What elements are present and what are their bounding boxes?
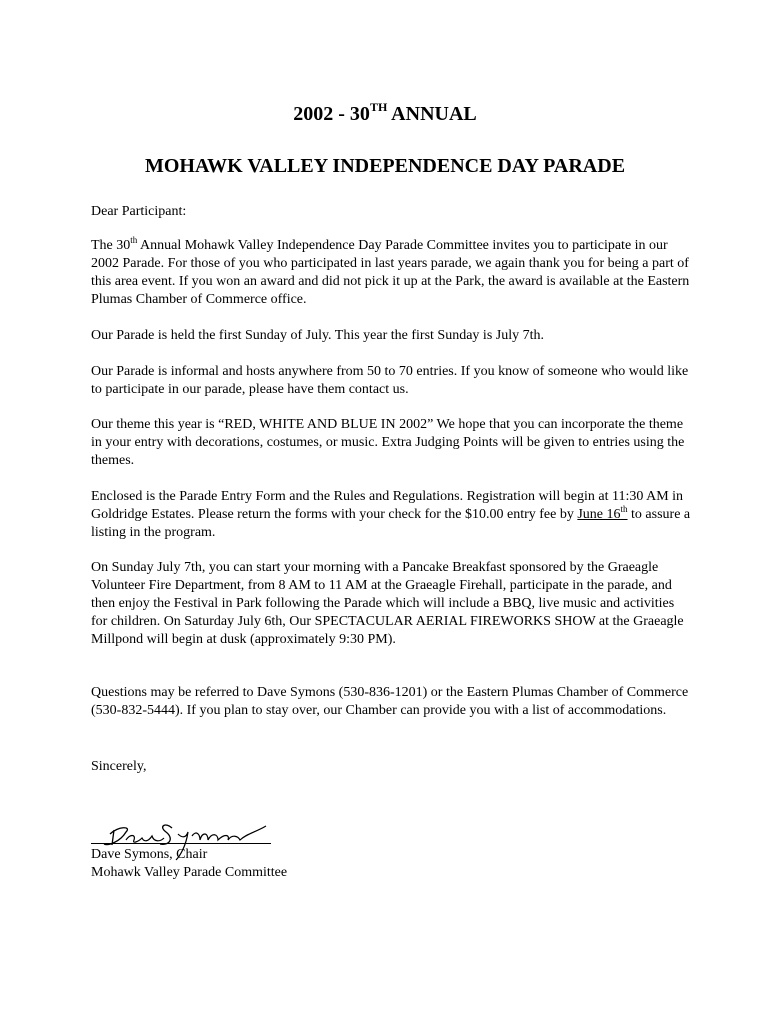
paragraph-registration: Enclosed is the Parade Entry Form and the Rules and Regulations. Registration will begin at 11:30 AM in Goldridge Estates. Please return the forms with your check for the $10.00 entry fee by June 16th to assure a listing in the program. <box>91 489 691 540</box>
title-year: 2002 - 30 <box>293 103 370 125</box>
deadline-date: June 16th <box>577 504 628 522</box>
signer-organization: Mohawk Valley Parade Committee <box>91 865 288 880</box>
paragraph-invitation: The 30th Annual Mohawk Valley Independence Day Parade Committee invites you to participate in our 2002 Parade. For those of you who participated in last years parade, we again thank you for being a part of this area event. If you won an award and did not pick it up at the Park, the award is available at the Eastern Plumas Chamber of Commerce office. <box>91 235 690 307</box>
paragraph-schedule: On Sunday July 7th, you can start your morning with a Pancake Breakfast sponsored by the Graeagle Volunteer Fire Department, from 8 AM to 11 AM at the Graeagle Firehall, participate in the parade, and then enjoy the Festival in Park following the Parade which will include a BBQ, live music and activities for children. On Saturday July 6th, Our SPECTACULAR AERIAL FIREWORKS SHOW at the Graeagle Millpond will begin at dusk (approximately 9:30 PM). <box>91 560 684 647</box>
page-title: MOHAWK VALLEY INDEPENDENCE DAY PARADE <box>144 155 626 177</box>
title-ordinal-suffix: TH <box>369 100 388 114</box>
title-annual: ANNUAL <box>387 103 477 125</box>
closing: Sincerely, <box>91 759 147 774</box>
paragraph-contact: Questions may be referred to Dave Symons (530-836-1201) or the Eastern Plumas Chamber of Commerce (530-832-5444). If you plan to stay over, our Chamber can provide you with a list of accommodations. <box>91 685 689 718</box>
signer-name-title: Dave Symons, Chair <box>91 847 208 862</box>
paragraph-entries: Our Parade is informal and hosts anywhere from 50 to 70 entries. If you know of someone who would like to participate in our parade, please have them contact us. <box>91 364 689 397</box>
paragraph-theme: Our theme this year is “RED, WHITE AND BLUE IN 2002” We hope that you can incorporate the theme in your entry with decorations, costumes, or music. Extra Judging Points will be given to entries using the themes. <box>91 417 685 468</box>
signature-line <box>91 843 271 844</box>
paragraph-date: Our Parade is held the first Sunday of July. This year the first Sunday is July 7th. <box>91 328 544 343</box>
title-year-line <box>0 100 770 126</box>
salutation: Dear Participant: <box>91 204 187 219</box>
